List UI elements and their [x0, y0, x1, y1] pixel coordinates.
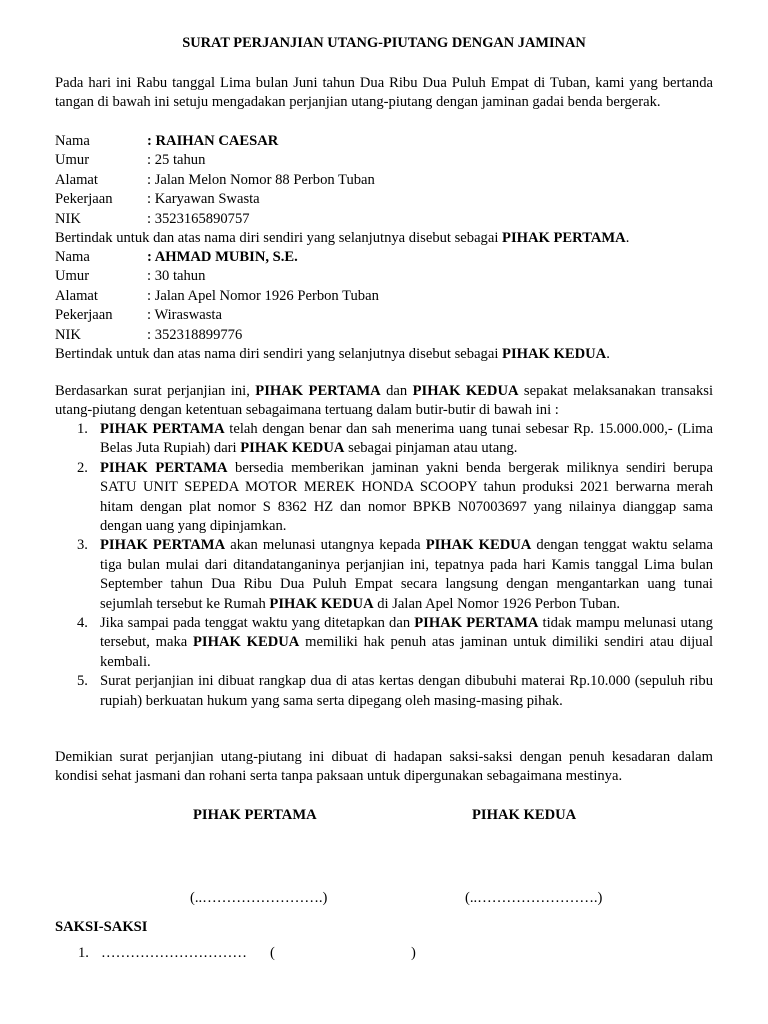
- basis-text: Berdasarkan surat perjanjian ini,: [55, 383, 256, 399]
- pihak-kedua-statement: [55, 345, 713, 364]
- basis-text: dan: [380, 383, 413, 399]
- label-nik: NIK: [55, 210, 81, 227]
- identity-row-alamat: [55, 287, 713, 306]
- statement-period: .: [625, 229, 630, 246]
- identity-row-alamat: [55, 171, 713, 190]
- value-umur-pihak-pertama: : 25 tahun: [147, 152, 206, 169]
- role-pihak-pertama: PIHAK PERTAMA: [502, 229, 626, 246]
- identity-row-nama: [55, 132, 713, 151]
- term-text: dengan tenggat waktu selama tiga bulan mulai dari ditandatanganinya perjanjian ini, tepatnya pada hari Kamis tanggal Lima bulan September tahun Dua Ribu Dua Puluh Empat secara langsung dengan mengantarkan uang tunai sejumlah tersebut ke Rumah: [100, 537, 714, 612]
- value-nama-pihak-pertama: : RAIHAN CAESAR: [147, 133, 279, 149]
- label-nama: Nama: [55, 249, 90, 265]
- role-pihak-pertama: PIHAK PERTAMA: [255, 383, 381, 399]
- value-nik-pihak-pertama: : 3523165890757: [147, 210, 250, 227]
- term-text: akan melunasi utangnya kepada: [225, 537, 426, 554]
- intro-paragraph: Pada hari ini Rabu tanggal Lima bulan Juni tahun Dua Ribu Dua Puluh Empat di Tuban, kami yang bertanda tangan di bawah ini setuju mengadakan perjanjian utang-piutang dengan jaminan gadai benda bergerak.: [55, 75, 713, 111]
- identity-row-nik: [55, 326, 713, 345]
- term-number: 3.: [77, 537, 88, 554]
- term-number: 4.: [77, 615, 88, 632]
- value-pekerjaan-pihak-kedua: : Wiraswasta: [147, 307, 222, 324]
- role-pihak-kedua: PIHAK KEDUA: [502, 345, 607, 362]
- term-role: PIHAK KEDUA: [193, 634, 300, 651]
- witness-open-paren: (: [270, 945, 275, 961]
- value-alamat-pihak-kedua: : Jalan Apel Nomor 1926 Perbon Tuban: [147, 287, 379, 304]
- document-title: SURAT PERJANJIAN UTANG-PIUTANG DENGAN JAMINAN: [182, 35, 586, 51]
- witness-name-line: …………………………: [101, 945, 247, 961]
- signature-label-pihak-pertama: PIHAK PERTAMA: [193, 807, 317, 823]
- witness-number: 1.: [78, 945, 89, 961]
- term-role: PIHAK KEDUA: [425, 537, 532, 554]
- label-nik: NIK: [55, 326, 81, 343]
- term-item-5: [55, 672, 713, 711]
- signature-line-pihak-kedua: (..…………………….): [465, 890, 603, 906]
- signature-line-pihak-pertama: (..…………………….): [190, 890, 328, 906]
- identity-row-pekerjaan: [55, 306, 713, 325]
- signature-label-pihak-kedua: PIHAK KEDUA: [472, 807, 577, 823]
- label-pekerjaan: Pekerjaan: [55, 307, 113, 324]
- label-umur: Umur: [55, 152, 90, 169]
- term-text: memiliki hak penuh atas jaminan untuk dimiliki sendiri atau dijual kembali.: [100, 634, 714, 670]
- term-item-4: [55, 614, 713, 672]
- closing-paragraph: Demikian surat perjanjian utang-piutang ini dibuat di hadapan saksi-saksi dengan penuh kesadaran dalam kondisi sehat jasmani dan rohani serta tanpa paksaan untuk dipergunakan sebagaimana mestinya.: [55, 749, 713, 785]
- term-role: PIHAK KEDUA: [240, 440, 345, 457]
- value-nik-pihak-kedua: : 352318899776: [147, 326, 243, 343]
- witnesses-heading: SAKSI-SAKSI: [55, 919, 148, 935]
- term-role: PIHAK PERTAMA: [100, 459, 228, 476]
- basis-paragraph: [55, 382, 713, 421]
- term-number: 1.: [77, 421, 88, 437]
- label-alamat: Alamat: [55, 287, 98, 304]
- identity-row-pekerjaan: [55, 190, 713, 209]
- term-text: Surat perjanjian ini dibuat rangkap dua di atas kertas dengan dibubuhi materai Rp.10.000 (sepuluh ribu rupiah) berkuatan hukum yang sama serta dipegang oleh masing-masing pihak.: [100, 673, 713, 709]
- pihak-pertama-identity: [55, 132, 713, 248]
- statement-period: .: [606, 345, 610, 362]
- term-role: PIHAK PERTAMA: [100, 421, 225, 437]
- term-item-3: [55, 536, 713, 614]
- value-alamat-pihak-pertama: : Jalan Melon Nomor 88 Perbon Tuban: [147, 171, 375, 188]
- term-text: bersedia memberikan jaminan yakni benda bergerak miliknya sendiri berupa SATU UNIT SEPEDA MOTOR MEREK HONDA SCOOPY tahun produksi 2021 berwarna merah hitam dengan plat nomor S 8362 HZ dan nomor BPKB N07003697 yang nilainya dianggap sama dengan uang yang dipinjamkan.: [100, 459, 713, 535]
- identity-row-umur: [55, 267, 713, 286]
- label-alamat: Alamat: [55, 171, 98, 188]
- identity-row-umur: [55, 151, 713, 170]
- value-umur-pihak-kedua: : 30 tahun: [147, 268, 206, 285]
- value-pekerjaan-pihak-pertama: : Karyawan Swasta: [147, 191, 260, 208]
- term-text: di Jalan Apel Nomor 1926 Perbon Tuban.: [373, 595, 621, 612]
- pihak-kedua-identity: [55, 248, 713, 364]
- term-text: tidak mampu melunasi utang tersebut, maka: [100, 615, 713, 651]
- basis-text: sepakat melaksanakan transaksi utang-piutang dengan ketentuan sebagaimana tertuang dalam butir-butir di bawah ini :: [55, 383, 714, 419]
- term-item-1: [55, 420, 713, 459]
- term-text: telah dengan benar dan sah menerima uang tunai sebesar Rp. 15.000.000,- (Lima Belas Juta Rupiah) dari: [100, 421, 714, 457]
- term-text: sebagai pinjaman atau utang.: [344, 440, 518, 457]
- witness-close-paren: ): [411, 945, 416, 961]
- identity-row-nik: [55, 210, 713, 229]
- term-text: Jika sampai pada tenggat waktu yang ditetapkan dan: [100, 615, 415, 632]
- statement-text: Bertindak untuk dan atas nama diri sendiri yang selanjutnya disebut sebagai: [55, 345, 503, 362]
- label-nama: Nama: [55, 133, 90, 149]
- term-number: 2.: [77, 459, 88, 476]
- term-role: PIHAK PERTAMA: [100, 537, 226, 554]
- term-number: 5.: [77, 673, 88, 690]
- statement-text: Bertindak untuk dan atas nama diri sendiri yang selanjutnya disebut sebagai: [55, 229, 503, 246]
- pihak-pertama-statement: [55, 229, 713, 248]
- term-item-2: [55, 459, 713, 537]
- label-pekerjaan: Pekerjaan: [55, 191, 113, 208]
- term-role: PIHAK PERTAMA: [414, 615, 539, 632]
- identity-row-nama: [55, 248, 713, 267]
- role-pihak-kedua: PIHAK KEDUA: [412, 383, 519, 399]
- terms-list: [55, 420, 713, 711]
- label-umur: Umur: [55, 268, 90, 285]
- value-nama-pihak-kedua: : AHMAD MUBIN, S.E.: [147, 249, 298, 265]
- term-role: PIHAK KEDUA: [269, 595, 374, 612]
